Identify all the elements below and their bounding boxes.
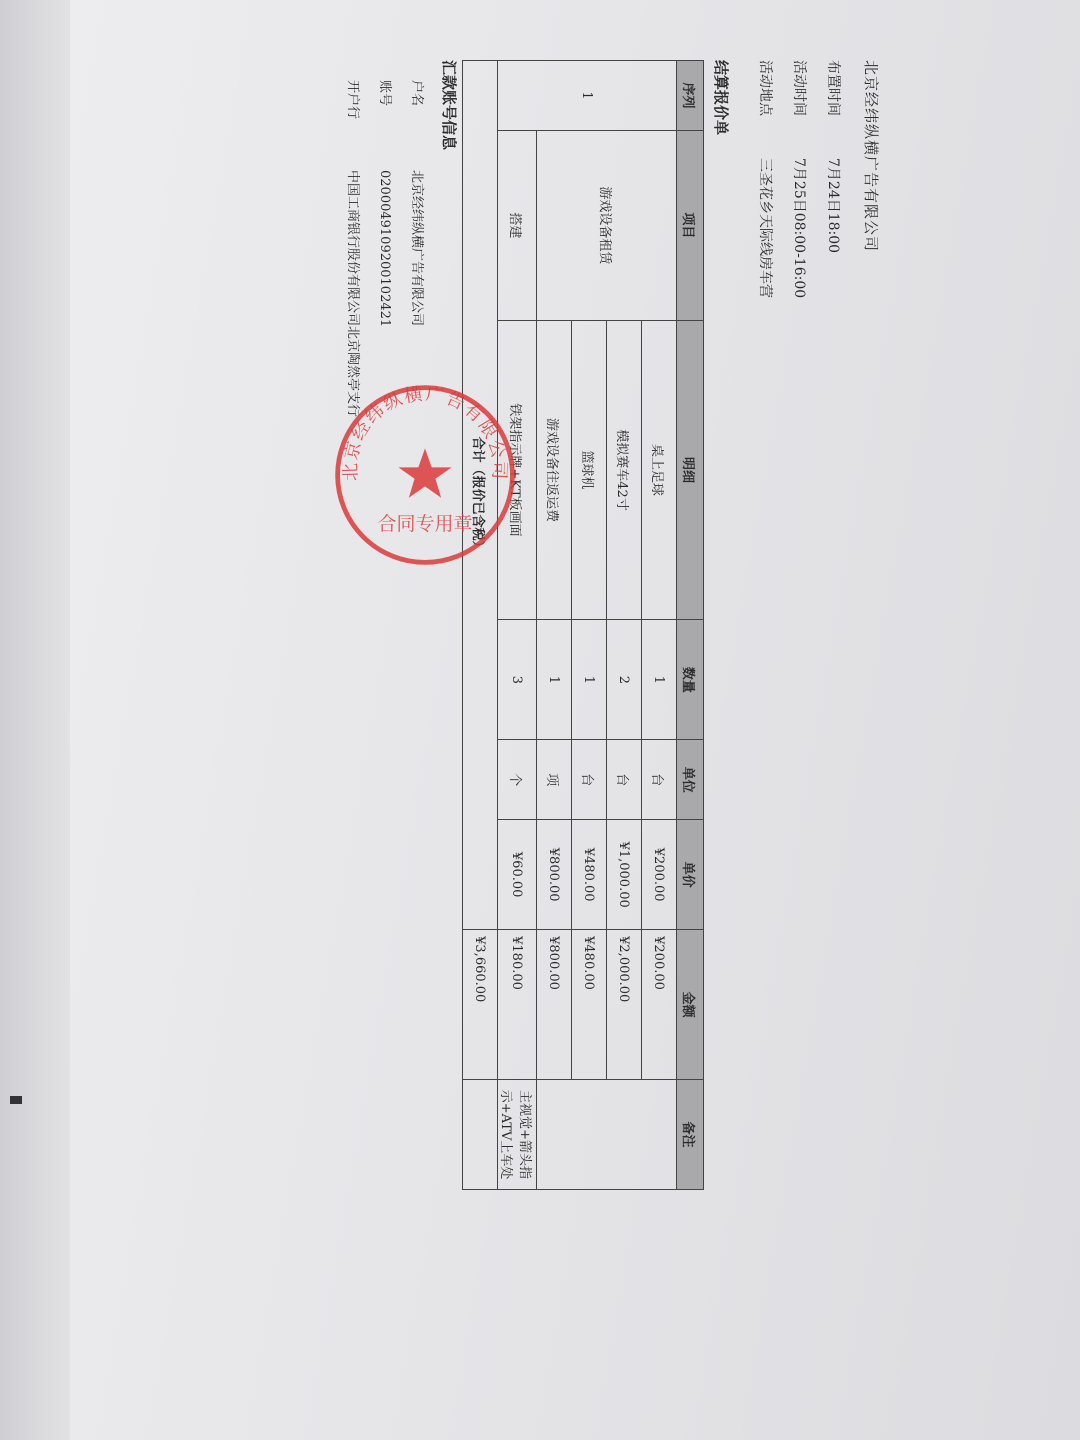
cell-amount: ¥180.00	[498, 930, 537, 1080]
cell-price: ¥60.00	[498, 820, 537, 930]
bank-info-title: 汇款账号信息	[440, 60, 458, 151]
bank-name: 开户行中国工商银行股份有限公司北京陶然亭支行	[345, 80, 360, 418]
quote-table	[462, 60, 704, 1190]
cell-item: 游戏设备租赁	[537, 130, 677, 320]
cell-amount: ¥800.00	[537, 930, 572, 1080]
cell-qty: 1	[572, 620, 607, 740]
table-row	[498, 61, 537, 1190]
cell-amount: ¥200.00	[642, 930, 677, 1080]
cell-qty: 1	[537, 620, 572, 740]
cell-price: ¥1,000.00	[607, 820, 642, 930]
bank-account-number: 账号0200049109200102421	[377, 80, 392, 328]
header-item: 项目	[677, 130, 704, 320]
sheet-title: 结算报价单	[712, 60, 730, 136]
cell-unit: 个	[498, 740, 537, 820]
info-event-location: 活动地点三圣花乡天际线房车营	[757, 60, 773, 298]
cell-unit: 项	[537, 740, 572, 820]
info-event-time: 活动时间7月25日08:00-16:00	[791, 60, 807, 299]
cell-amount: ¥2,000.00	[607, 930, 642, 1080]
header-qty: 数量	[677, 620, 704, 740]
table-header-row	[677, 61, 704, 1190]
cell-qty: 3	[498, 620, 537, 740]
cell-price: ¥800.00	[537, 820, 572, 930]
header-unit: 单位	[677, 740, 704, 820]
company-name: 北京经纬纵横广告有限公司	[862, 60, 880, 253]
cell-price: ¥200.00	[642, 820, 677, 930]
company-seal-stamp	[330, 380, 520, 570]
cell-unit: 台	[572, 740, 607, 820]
cell-unit: 台	[607, 740, 642, 820]
cell-note	[463, 1080, 498, 1190]
info-setup-time: 布置时间7月24日18:00	[825, 60, 841, 254]
cell-detail: 模拟赛车42寸	[607, 320, 642, 620]
table-row	[642, 61, 677, 1190]
header-note: 备注	[677, 1080, 704, 1190]
header-detail: 明细	[677, 320, 704, 620]
cell-seq: 1	[498, 61, 677, 131]
total-label: 合计（报价已含税）	[463, 61, 498, 930]
header-seq: 序列	[677, 61, 704, 131]
table-total-row	[463, 61, 498, 1190]
cell-item: 搭建	[498, 130, 537, 320]
cell-note	[537, 1080, 677, 1190]
edge-mark	[10, 1096, 22, 1104]
cell-qty: 1	[642, 620, 677, 740]
cell-detail: 桌上足球	[642, 320, 677, 620]
cell-qty: 2	[607, 620, 642, 740]
stamp-text: 北京经纬纵横广告有限公司	[340, 383, 510, 482]
total-amount: ¥3,660.00	[463, 930, 498, 1080]
cell-detail: 篮球机	[572, 320, 607, 620]
header-price: 单价	[677, 820, 704, 930]
cell-unit: 台	[642, 740, 677, 820]
cell-detail: 游戏设备往返运费	[537, 320, 572, 620]
document-sheet	[180, 0, 900, 1440]
cell-price: ¥480.00	[572, 820, 607, 930]
cell-amount: ¥480.00	[572, 930, 607, 1080]
bank-account-name: 户名北京经纬纵横广告有限公司	[409, 80, 424, 327]
stamp-bottom-text: 合同专用章	[377, 513, 473, 536]
cell-note: 主视觉+箭头指示+ATV上车处	[498, 1080, 537, 1190]
paper-shadow-edge	[0, 0, 70, 1440]
header-amount: 金额	[677, 930, 704, 1080]
cell-detail: 铁架指示牌+KT板画面	[498, 320, 537, 620]
